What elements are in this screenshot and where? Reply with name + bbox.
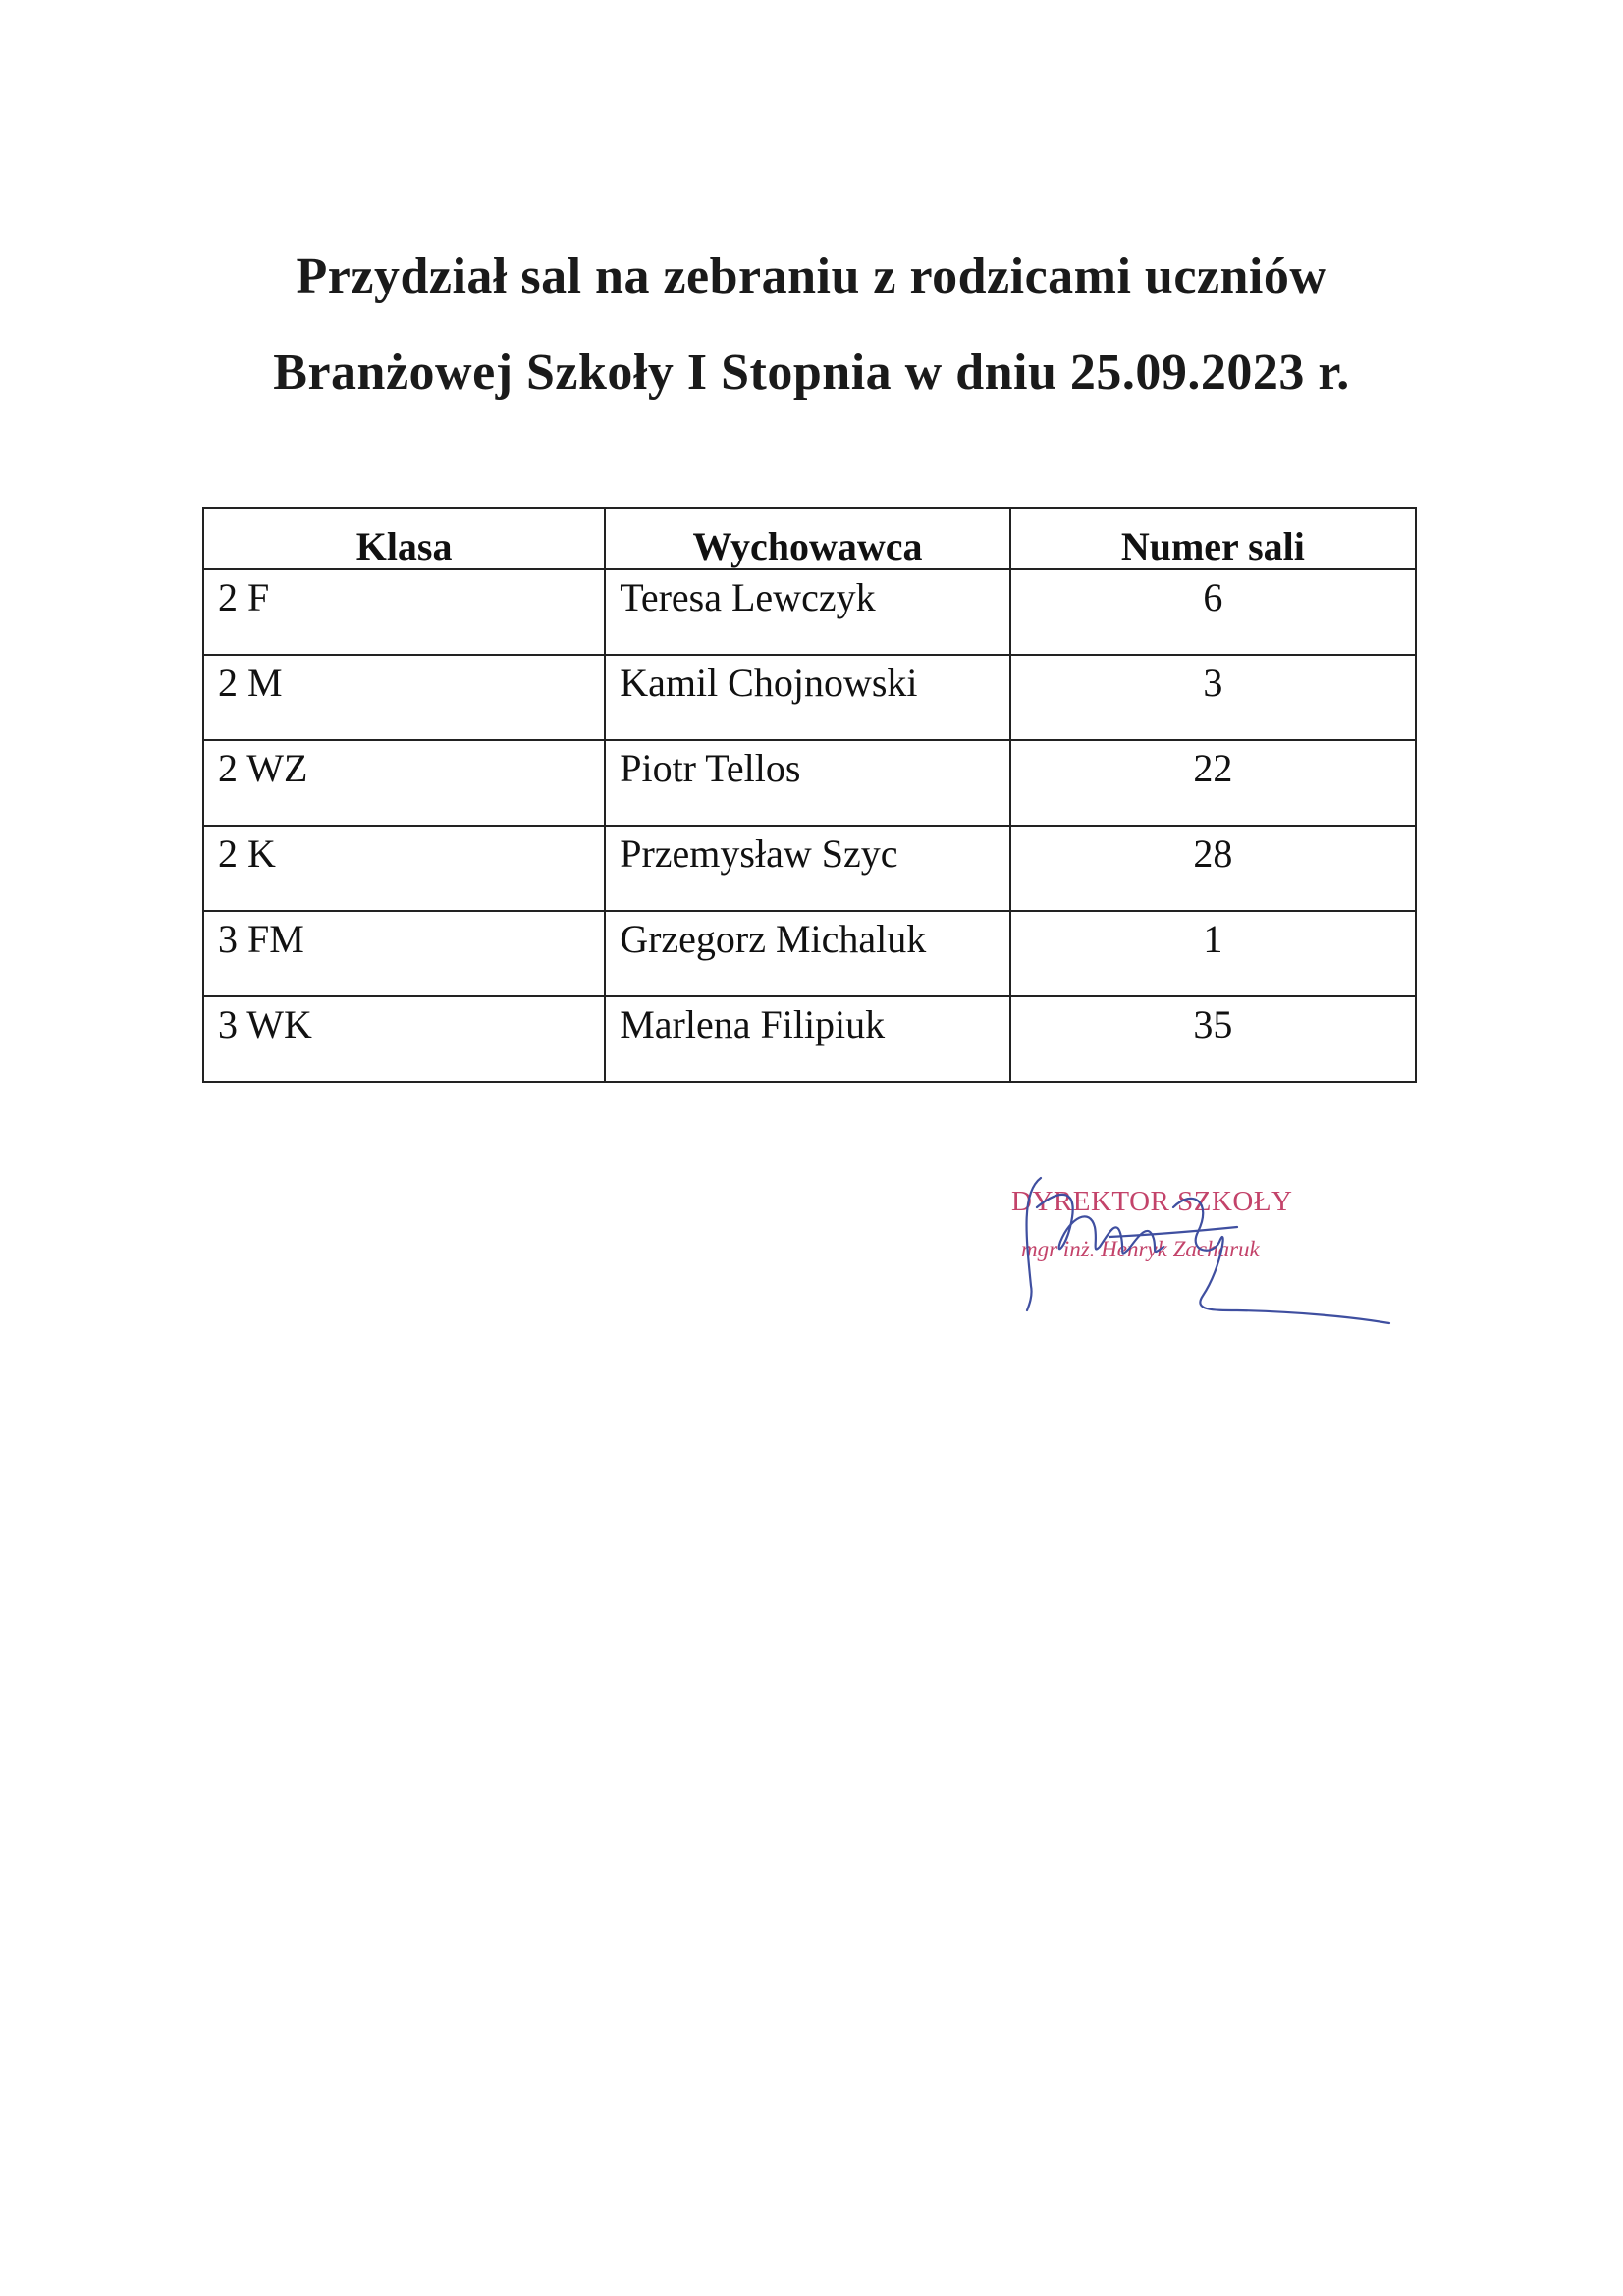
table-header-row	[203, 508, 1416, 569]
teacher-cell: Kamil Chojnowski	[605, 655, 1010, 740]
teacher-cell: Teresa Lewczyk	[605, 569, 1010, 655]
table-row	[203, 569, 1416, 655]
room-number-cell: 35	[1010, 996, 1416, 1082]
header-class: Klasa	[203, 508, 605, 569]
teacher-cell: Marlena Filipiuk	[605, 996, 1010, 1082]
stamp-name: mgr inż. Henryk Zacharuk	[1021, 1237, 1260, 1261]
class-cell: 3 FM	[203, 911, 605, 996]
table-row	[203, 996, 1416, 1082]
room-number-cell: 28	[1010, 826, 1416, 911]
handwritten-signature	[1001, 1148, 1394, 1374]
room-assignment-table	[202, 507, 1417, 1083]
table-row	[203, 740, 1416, 826]
room-number-cell: 1	[1010, 911, 1416, 996]
teacher-cell: Grzegorz Michaluk	[605, 911, 1010, 996]
class-cell: 2 M	[203, 655, 605, 740]
table-row	[203, 911, 1416, 996]
header-teacher: Wychowawca	[605, 508, 1010, 569]
header-room-number: Numer sali	[1010, 508, 1416, 569]
room-number-cell: 6	[1010, 569, 1416, 655]
document-title-line-2: Branżowej Szkoły I Stopnia w dniu 25.09.2023 r.	[273, 345, 1350, 400]
class-cell: 3 WK	[203, 996, 605, 1082]
stamp-title: DYREKTOR SZKOŁY	[1011, 1186, 1293, 1217]
room-number-cell: 22	[1010, 740, 1416, 826]
teacher-cell: Przemysław Szyc	[605, 826, 1010, 911]
table-row	[203, 826, 1416, 911]
class-cell: 2 F	[203, 569, 605, 655]
table-row	[203, 655, 1416, 740]
class-cell: 2 K	[203, 826, 605, 911]
class-cell: 2 WZ	[203, 740, 605, 826]
document-title-line-1: Przydział sal na zebraniu z rodzicami uczniów	[296, 248, 1327, 304]
teacher-cell: Piotr Tellos	[605, 740, 1010, 826]
room-number-cell: 3	[1010, 655, 1416, 740]
